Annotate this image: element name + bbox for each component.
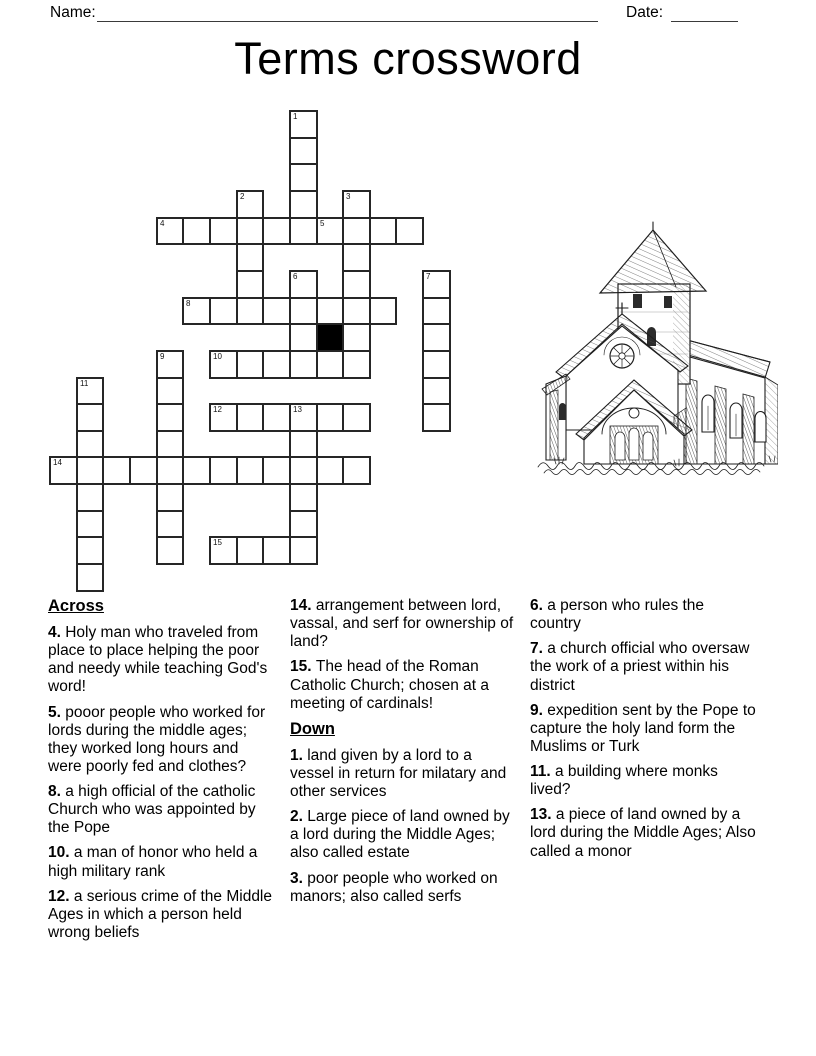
grid-cell[interactable] (289, 163, 318, 192)
grid-cell[interactable] (342, 190, 371, 219)
cell-number: 7 (426, 272, 431, 281)
clue-item: 15. The head of the Roman Catholic Church; chosen at a meeting of cardinals! (290, 658, 490, 712)
grid-cell[interactable] (262, 297, 291, 325)
clue-number: 2. (290, 808, 308, 826)
grid-cell[interactable] (342, 243, 371, 272)
grid-cell[interactable] (156, 456, 184, 485)
grid-cell[interactable] (49, 456, 78, 485)
grid-cell[interactable] (236, 350, 264, 379)
grid-cell[interactable] (209, 297, 238, 325)
church-illustration (526, 220, 778, 482)
grid-cell[interactable] (209, 536, 238, 565)
grid-cell[interactable] (316, 297, 344, 325)
page-title: Terms crossword (234, 33, 582, 84)
clue-item: 12. a serious crime of the Middle Ages in which a person held wrong beliefs (48, 887, 272, 941)
clue-number: 9. (530, 701, 548, 719)
cell-number: 3 (346, 192, 351, 201)
clue-item: 14. arrangement between lord, vassal, and serf for ownership of land? (290, 597, 514, 651)
clues-section (48, 597, 778, 949)
grid-cell[interactable] (156, 430, 184, 458)
grid-cell-black (316, 323, 344, 352)
clue-item: 4. Holy man who traveled from place to place helping the poor and needy while teaching God's word! (48, 624, 268, 696)
clue-item: 3. poor people who worked on manors; also called serfs (290, 869, 498, 905)
cell-number: 14 (53, 458, 62, 467)
grid-cell[interactable] (209, 217, 238, 245)
grid-cell[interactable] (156, 377, 184, 405)
clue-number: 6. (530, 597, 548, 614)
cell-number: 6 (293, 272, 298, 281)
grid-cell[interactable] (209, 403, 238, 432)
cell-number: 15 (213, 538, 222, 547)
clue-column-2 (290, 597, 530, 949)
grid-cell[interactable] (422, 350, 451, 379)
clue-number: 8. (48, 783, 66, 800)
grid-cell[interactable] (76, 377, 104, 405)
grid-cell[interactable] (342, 456, 371, 485)
date-label: Date: (626, 4, 664, 21)
grid-cell[interactable] (289, 456, 318, 485)
grid-cell[interactable] (289, 403, 318, 432)
clue-number: 7. (530, 640, 548, 658)
cell-number: 8 (186, 299, 191, 308)
clue-number: 3. (290, 869, 308, 887)
grid-cell[interactable] (209, 350, 238, 379)
clue-number: 11. (530, 763, 555, 780)
grid-cell[interactable] (156, 510, 184, 538)
name-label: Name: (50, 4, 96, 21)
grid-cell[interactable] (342, 270, 371, 299)
clue-number: 1. (290, 746, 308, 764)
grid-cell[interactable] (76, 563, 104, 592)
clue-number: 10. (48, 844, 74, 862)
clue-item: 10. a man of honor who held a high military rank (48, 844, 258, 880)
clue-column-1 (48, 597, 290, 949)
crossword-grid (49, 110, 474, 593)
grid-cell[interactable] (129, 456, 158, 485)
cell-number: 12 (213, 405, 222, 414)
grid-cell[interactable] (316, 217, 344, 245)
grid-cell[interactable] (236, 536, 264, 565)
grid-cell[interactable] (156, 350, 184, 379)
grid-cell[interactable] (236, 456, 264, 485)
grid-cell[interactable] (422, 403, 451, 432)
grid-cell[interactable] (236, 270, 264, 299)
grid-cell[interactable] (289, 217, 318, 245)
cell-number: 4 (160, 219, 165, 228)
cell-number: 9 (160, 352, 165, 361)
grid-cell[interactable] (236, 297, 264, 325)
clue-item: 9. expedition sent by the Pope to capture the holy land form the Muslims or Turk (530, 701, 756, 755)
clue-item: 5. pooor people who worked for lords during the middle ages; they worked long hours and were poorly fed and clothes? (48, 703, 266, 775)
grid-cell[interactable] (316, 350, 344, 379)
grid-cell[interactable] (236, 190, 264, 219)
grid-cell[interactable] (236, 217, 264, 245)
grid-cell[interactable] (262, 456, 291, 485)
clue-item: 13. a piece of land owned by a lord during the Middle Ages; Also called a monor (530, 806, 756, 860)
cell-number: 11 (80, 379, 89, 388)
clue-section-header: Down (290, 719, 335, 738)
clue-number: 5. (48, 703, 66, 721)
clue-number: 4. (48, 624, 66, 641)
grid-cell[interactable] (262, 536, 291, 565)
cell-number: 2 (240, 192, 245, 201)
clue-number: 12. (48, 887, 74, 905)
grid-cell[interactable] (316, 403, 344, 432)
grid-cell[interactable] (289, 190, 318, 219)
clue-item: 6. a person who rules the country (530, 597, 705, 633)
name-input-line[interactable] (97, 21, 598, 22)
grid-cell[interactable] (76, 403, 104, 432)
grid-cell[interactable] (156, 536, 184, 565)
clue-item: 1. land given by a lord to a vessel in return for milatary and other services (290, 746, 507, 800)
grid-cell[interactable] (76, 456, 104, 485)
grid-cell[interactable] (102, 456, 131, 485)
clue-column-3 (530, 597, 770, 949)
grid-cell[interactable] (76, 483, 104, 512)
grid-cell[interactable] (422, 270, 451, 299)
grid-cell[interactable] (289, 137, 318, 165)
grid-cell[interactable] (262, 217, 291, 245)
grid-cell[interactable] (369, 297, 397, 325)
date-input-line[interactable] (671, 21, 738, 22)
cell-number: 13 (293, 405, 302, 414)
grid-cell[interactable] (422, 297, 451, 325)
grid-cell[interactable] (342, 403, 371, 432)
clue-section-header: Across (48, 597, 104, 615)
clue-number: 15. (290, 658, 316, 676)
grid-cell[interactable] (342, 297, 371, 325)
grid-cell[interactable] (289, 483, 318, 512)
clue-number: 13. (530, 806, 556, 824)
grid-cell[interactable] (422, 323, 451, 352)
cell-number: 1 (293, 112, 298, 121)
grid-cell[interactable] (156, 403, 184, 432)
grid-cell[interactable] (342, 350, 371, 379)
grid-cell[interactable] (289, 297, 318, 325)
grid-cell[interactable] (289, 270, 318, 299)
grid-cell[interactable] (76, 536, 104, 565)
grid-cell[interactable] (369, 217, 397, 245)
clue-item: 2. Large piece of land owned by a lord during the Middle Ages; also called estate (290, 808, 510, 862)
grid-cell[interactable] (342, 217, 371, 245)
grid-cell[interactable] (156, 217, 184, 245)
grid-cell[interactable] (316, 456, 344, 485)
clue-number: 14. (290, 597, 316, 614)
clue-item: 11. a building where monks lived? (530, 763, 718, 799)
grid-cell[interactable] (289, 110, 318, 139)
grid-cell[interactable] (342, 323, 371, 352)
grid-cell[interactable] (236, 243, 264, 272)
grid-cell[interactable] (182, 456, 211, 485)
grid-cell[interactable] (76, 430, 104, 458)
grid-cell[interactable] (395, 217, 424, 245)
grid-cell[interactable] (236, 403, 264, 432)
grid-cell[interactable] (422, 377, 451, 405)
grid-cell[interactable] (289, 536, 318, 565)
grid-cell[interactable] (262, 403, 291, 432)
grid-cell[interactable] (209, 456, 238, 485)
clue-item: 8. a high official of the catholic Church who was appointed by the Pope (48, 783, 256, 837)
grid-cell[interactable] (182, 217, 211, 245)
grid-cell[interactable] (262, 350, 291, 379)
grid-cell[interactable] (156, 483, 184, 512)
clue-item: 7. a church official who oversaw the work of a priest within his district (530, 640, 750, 694)
grid-cell[interactable] (289, 350, 318, 379)
grid-cell[interactable] (76, 510, 104, 538)
grid-cell[interactable] (289, 510, 318, 538)
cell-number: 5 (320, 219, 325, 228)
grid-cell[interactable] (289, 323, 318, 352)
grid-cell[interactable] (182, 297, 211, 325)
cell-number: 10 (213, 352, 222, 361)
grid-cell[interactable] (289, 430, 318, 458)
